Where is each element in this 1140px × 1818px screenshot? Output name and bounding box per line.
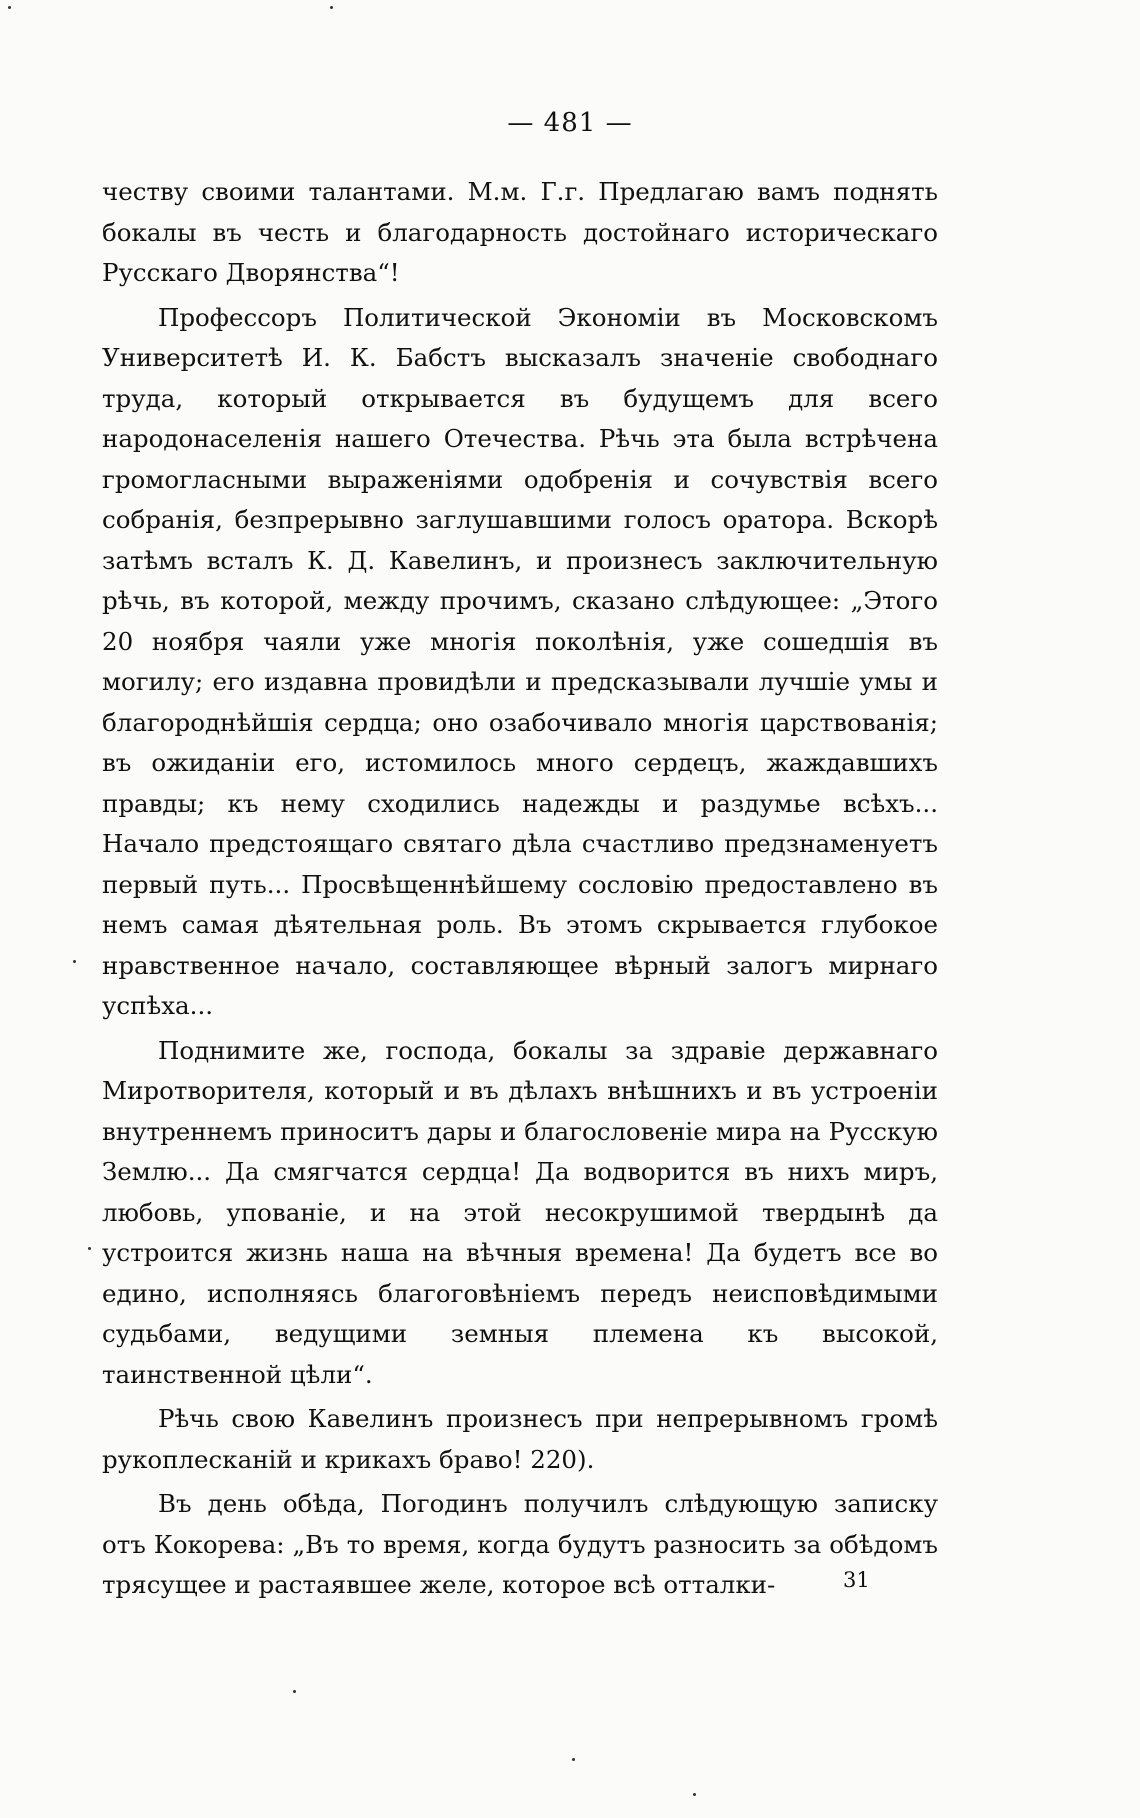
- scan-speck: [73, 960, 76, 963]
- scan-speck: [693, 1793, 696, 1796]
- signature-mark: 31: [843, 1568, 870, 1592]
- scan-speck: [572, 1758, 575, 1761]
- paragraph-kokorev-note: Въ день обѣда, Погодинъ получилъ слѣдующую записку отъ Кокорева: „Въ то время, когда будутъ разносить за обѣдомъ трясущее и растаявшее желе, которое всѣ отталки-: [102, 1489, 938, 1599]
- body-text: [102, 172, 938, 1606]
- paragraph-toast: Поднимите же, господа, бокалы за здравіе державнаго Миротворителя, который и въ дѣлахъ внѣшнихъ и въ устроеніи внутреннемъ приноситъ дары и благословеніе мира на Русскую Землю... Да смягчатся сердца! Да водворится въ нихъ миръ, любовь, упованіе, и на этой несокрушимой твердынѣ да устроится жизнь наша на вѣчныя времена! Да будетъ все во едино, исполняясь благоговѣніемъ передъ неисповѣдимыми судьбами, ведущими земныя племена къ высокой, таинственной цѣли“.: [102, 1035, 938, 1389]
- paragraph-babst-kavelin-speech: Профессоръ Политической Экономіи въ Московскомъ Университетѣ И. К. Бабстъ высказалъ значеніе свободнаго труда, который открывается въ будущемъ для всего народонаселенія нашего Отечества. Рѣчь эта была встрѣчена громогласными выраженіями одобренія и сочувствія всего собранія, безпрерывно заглушавшими голосъ оратора. Вскорѣ затѣмъ всталъ К. Д. Кавелинъ, и произнесъ заключительную рѣчь, въ которой, между прочимъ, сказано слѣдующее: „Этого 20 ноября чаяли уже многія поколѣнія, уже сошедшія въ могилу; его издавна провидѣли и предсказывали лучшіе умы и благороднѣйшія сердца; оно озабочивало многія царствованія; въ ожиданіи его, истомилось много сердецъ, жаждавшихъ правды; къ нему сходились надежды и раздумье всѣхъ... Начало предстоящаго святаго дѣла счастливо предзнаменуетъ первый путь... Просвѣщеннѣйшему сословію предоставлено въ немъ самая дѣятельная роль. Въ этомъ скрывается глубокое нравственное начало, составляющее вѣрный залогъ мирнаго успѣха...: [102, 302, 938, 1020]
- page-number: — 481 —: [507, 108, 633, 138]
- scan-speck: [8, 6, 11, 9]
- scan-speck: [88, 1247, 91, 1250]
- scan-speck: [293, 1690, 296, 1693]
- scan-speck: [330, 6, 333, 9]
- paragraph-continuation: честву своими талантами. М.м. Г.г. Предлагаю вамъ поднять бокалы въ честь и благодарность достойнаго историческаго Русскаго Дворянства“!: [102, 177, 938, 287]
- paragraph-applause: Рѣчь свою Кавелинъ произнесъ при непрерывномъ громѣ рукоплесканій и крикахъ браво! 220).: [102, 1404, 938, 1474]
